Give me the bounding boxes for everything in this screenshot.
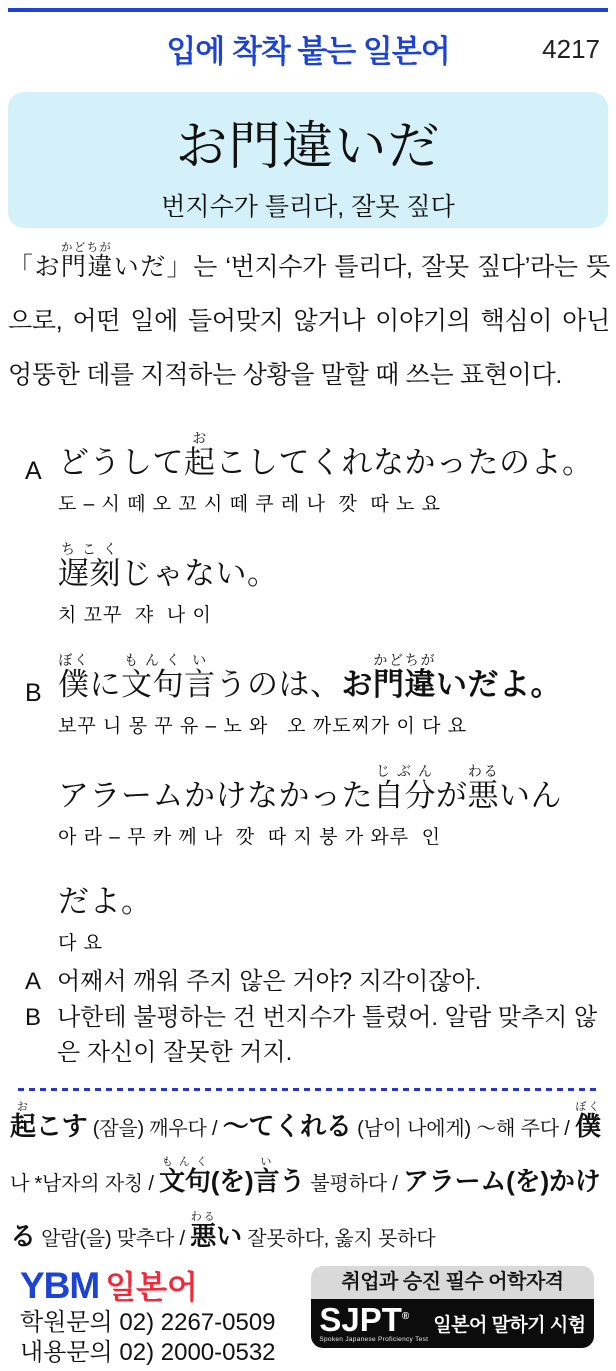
translation-text: 나한테 불평하는 건 번지수가 틀렸어. 알람 맞추지 않은 자신이 잘못한 거지. — [57, 1004, 598, 1066]
top-rule — [8, 8, 608, 12]
dialog-line — [0, 763, 616, 850]
dialog-line — [0, 430, 616, 517]
lesson-number: 4217 — [542, 34, 600, 64]
footer-contact — [20, 1262, 276, 1368]
contact-phone-1: 학원문의 02) 2267-0509 — [20, 1309, 276, 1336]
japanese-line: 遅刻ちこくじゃない。 — [58, 541, 279, 591]
translation-section — [0, 964, 608, 1071]
pronunciation-line: 다 요 — [58, 933, 103, 954]
sjpt-subtitle: Spoken Japanese Proficiency Test — [319, 1336, 429, 1344]
headword-card — [8, 92, 608, 228]
headword-japanese: お門違いだ — [175, 119, 441, 176]
speaker-label-b: B — [25, 679, 42, 707]
ybm-suffix: 일본어 — [105, 1269, 198, 1305]
page-title: 입에 착착 붙는 일본어 — [166, 34, 450, 69]
explanation-paragraph: 「お門違かどちがいだ」는 ‘번지수가 틀리다, 잘못 짚다’라는 뜻으로, 어떤 일에 들어맞지 않거나 이야기의 핵심이 아닌 엉뚱한 데를 지적하는 상황을 말할 때 쓰는 표현이다. — [8, 242, 610, 389]
ybm-logo — [20, 1262, 276, 1308]
pronunciation-line: 아 라 – 무 카 께 나 깟 따 지 붕 가 와루 인 — [58, 827, 441, 848]
dialog-line — [0, 541, 616, 628]
sjpt-logo-block — [319, 1303, 428, 1344]
speaker-label-b: B — [25, 1004, 42, 1031]
japanese-line: アラームかけなかった自分じぶんが悪わるいん — [58, 763, 562, 813]
pronunciation-line: 치 꼬꾸 쟈 나 이 — [58, 605, 212, 626]
translation-row — [0, 964, 608, 999]
japanese-line: 僕ぼくに文句もんく言いうのは、お門違かどちがいだよ。 — [58, 652, 562, 702]
translation-text: 어째서 깨워 주지 않은 거야? 지각이잖아. — [57, 968, 482, 995]
sjpt-tagline: 취업과 승진 필수 어학자격 — [311, 1266, 594, 1299]
japanese-line: どうして起おこしてくれなかったのよ。 — [58, 430, 594, 480]
vocab-flow: 起おこす (잠을) 깨우다 / ～てくれる (남이 나에게) ～해 주다 / 僕ぼく 나 *남자의 자칭 / 文句もんく(を)言いう 불평하다 / アラーム(を)かける 알람(을) 맞추다 / 悪わるい 잘못하다, 옳지 못하다 — [10, 1101, 601, 1251]
dialog-section — [0, 430, 616, 980]
sjpt-label: 일본어 말하기 시험 — [433, 1315, 586, 1336]
sjpt-reg-mark: ® — [401, 1311, 410, 1323]
speaker-label-a: A — [25, 457, 42, 485]
headword-meaning: 번지수가 틀리다, 잘못 짚다 — [161, 193, 455, 221]
dashed-divider — [18, 1088, 600, 1091]
japanese-line: だよ。 — [58, 884, 153, 919]
pronunciation-line: 보꾸 니 몽 꾸 유 – 노 와 오 까도찌가 이 다 요 — [58, 716, 468, 737]
sjpt-badge-body — [311, 1299, 594, 1348]
ybm-brand: YBM — [20, 1265, 100, 1306]
sjpt-badge — [311, 1266, 594, 1348]
speaker-label-a: A — [25, 968, 42, 995]
pronunciation-line: 도 – 시 떼 오 꼬 시 떼 쿠 레 나 깟 따 노 요 — [58, 494, 441, 515]
dialog-line — [0, 652, 616, 739]
sjpt-logo: SJPT® — [319, 1301, 410, 1339]
translation-row — [0, 1000, 608, 1070]
contact-phone-2: 내용문의 02) 2000-0532 — [20, 1339, 276, 1366]
dialog-line — [0, 874, 616, 956]
